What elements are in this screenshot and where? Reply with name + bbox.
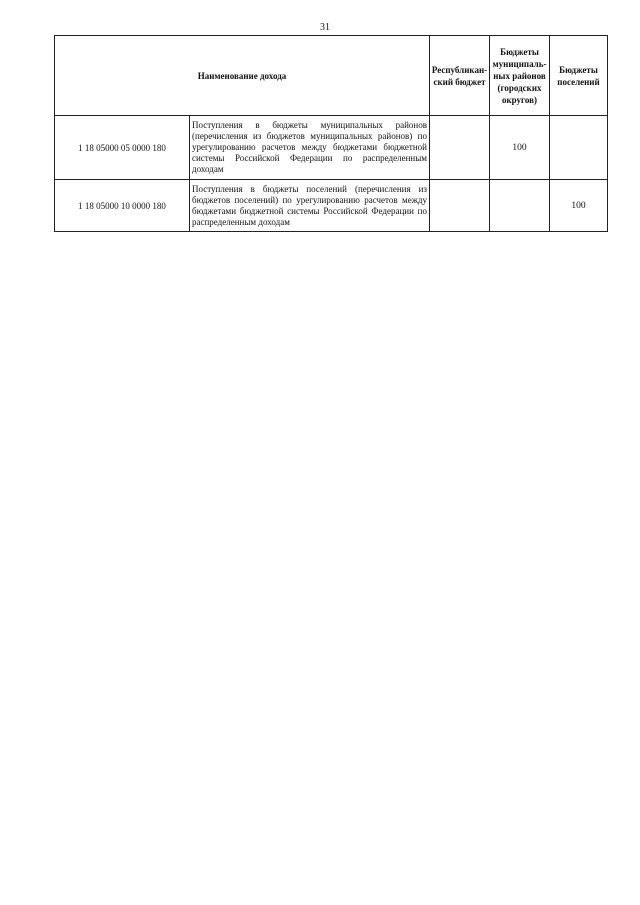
revenue-distribution-table [54,35,608,232]
header-republican-budget: Республикан-ский бюджет [430,36,490,116]
page-number: 31 [320,22,330,33]
income-name: Поступления в бюджеты поселений (перечисления из бюджетов поселений) по урегулированию расчетов между бюджетами бюджетной системы Российской Федерации по распределенным доходам [190,180,430,232]
header-municipal-budgets: Бюджеты муниципаль-ных районов (городских округов) [490,36,550,116]
table-row [55,116,608,180]
header-settlement-budgets: Бюджеты поселений [550,36,608,116]
table-row [55,180,608,232]
settlement-value [550,116,608,180]
income-code: 1 18 05000 05 0000 180 [55,116,190,180]
table-header-row [55,36,608,116]
header-income-name: Наименование дохода [55,36,430,116]
municipal-value [490,180,550,232]
income-name: Поступления в бюджеты муниципальных районов (перечисления из бюджетов муниципальных районов) по урегулированию расчетов между бюджетами бюджетной системы Российской Федерации по распределенным доходам [190,116,430,180]
income-code: 1 18 05000 10 0000 180 [55,180,190,232]
settlement-value: 100 [550,180,608,232]
republican-value [430,116,490,180]
municipal-value: 100 [490,116,550,180]
republican-value [430,180,490,232]
